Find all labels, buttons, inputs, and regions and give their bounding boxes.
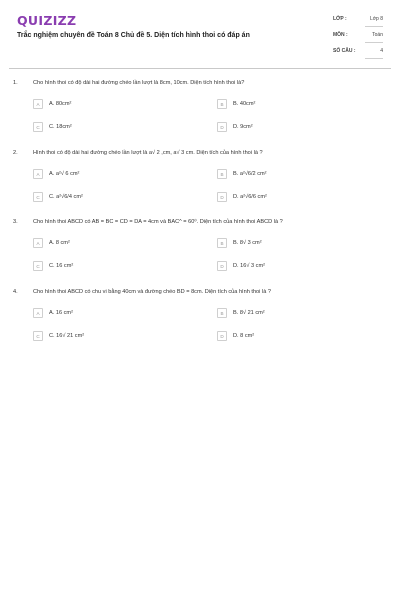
option-letter-box: C xyxy=(33,331,43,341)
option-letter-box: D xyxy=(217,192,227,202)
option-text: D. 16√ 3 cm² xyxy=(233,262,265,269)
option-text: A. 16 cm² xyxy=(49,309,73,316)
option-text: C. a²√6/4 cm² xyxy=(49,193,83,200)
meta-lop xyxy=(333,13,383,27)
meta-socau-underline xyxy=(365,58,383,59)
question-1-number: 1. xyxy=(13,80,18,86)
option-text: C. 18cm² xyxy=(49,123,72,130)
option-letter-box: B xyxy=(217,308,227,318)
meta-socau xyxy=(333,45,383,59)
meta-mon-underline xyxy=(365,42,383,43)
option-text: C. 16√ 21 cm² xyxy=(49,332,85,339)
option-text: B. 40cm² xyxy=(233,100,256,107)
meta-mon-label: MÔN : xyxy=(333,32,348,38)
option-text: B. a²√6/2 cm² xyxy=(233,170,267,177)
option-letter-box: D xyxy=(217,331,227,341)
option-text: C. 16 cm² xyxy=(49,262,74,269)
page-header xyxy=(0,0,400,66)
quizizz-logo: QUIZIZZ xyxy=(17,13,77,28)
question-4-number: 4. xyxy=(13,289,18,295)
option-text: D. 8 cm² xyxy=(233,332,255,339)
option-letter-box: C xyxy=(33,122,43,132)
meta-lop-label: LỚP : xyxy=(333,16,347,22)
option-text: D. a²√6/6 cm² xyxy=(233,193,267,200)
option-text: B. 8√ 3 cm² xyxy=(233,239,262,246)
option-text: D. 9cm² xyxy=(233,123,253,130)
option-letter-box: A xyxy=(33,169,43,179)
page-title: Trắc nghiệm chuyên đề Toán 8 Chủ đề 5. Diện tích hình thoi có đáp án xyxy=(17,32,250,39)
option-text: A. 80cm² xyxy=(49,100,72,107)
option-letter-box: B xyxy=(217,238,227,248)
option-letter-box: B xyxy=(217,99,227,109)
option-letter-box: A xyxy=(33,308,43,318)
question-2-number: 2. xyxy=(13,150,18,156)
option-letter-box: B xyxy=(217,169,227,179)
option-letter-box: C xyxy=(33,261,43,271)
question-3-text: Cho hình thoi ABCD có AB = BC = CD = DA = 4cm và BAC^ = 60⁰. Diện tích của hình thoi ABCD là ? xyxy=(33,219,283,225)
header-divider xyxy=(9,68,391,69)
meta-lop-underline xyxy=(365,26,383,27)
meta-socau-label: SỐ CÂU : xyxy=(333,48,356,54)
option-letter-box: A xyxy=(33,238,43,248)
question-3-number: 3. xyxy=(13,219,18,225)
option-text: A. 8 cm² xyxy=(49,239,70,246)
option-letter-box: A xyxy=(33,99,43,109)
meta-lop-value: Lớp 8 xyxy=(369,16,383,22)
option-text: A. a²√ 6 cm² xyxy=(49,170,80,177)
question-4-text: Cho hình thoi ABCD có chu vi bằng 40cm và đường chéo BD = 8cm. Diện tích của hình thoi là ? xyxy=(33,289,271,295)
option-letter-box: D xyxy=(217,261,227,271)
question-2-text: Hình thoi có độ dài hai đường chéo lần lượt là a√ 2 ,cm, a√ 3 cm. Diện tích của hình thoi là ? xyxy=(33,150,263,156)
option-text: B. 8√ 21 cm² xyxy=(233,309,265,316)
option-letter-box: C xyxy=(33,192,43,202)
meta-mon xyxy=(333,29,383,43)
question-1-text: Cho hình thoi có độ dài hai đường chéo lần lượt là 8cm, 10cm. Diện tích hình thoi là? xyxy=(33,80,245,86)
option-letter-box: D xyxy=(217,122,227,132)
meta-socau-value: 4 xyxy=(380,48,383,54)
meta-mon-value: Toán xyxy=(372,32,383,38)
